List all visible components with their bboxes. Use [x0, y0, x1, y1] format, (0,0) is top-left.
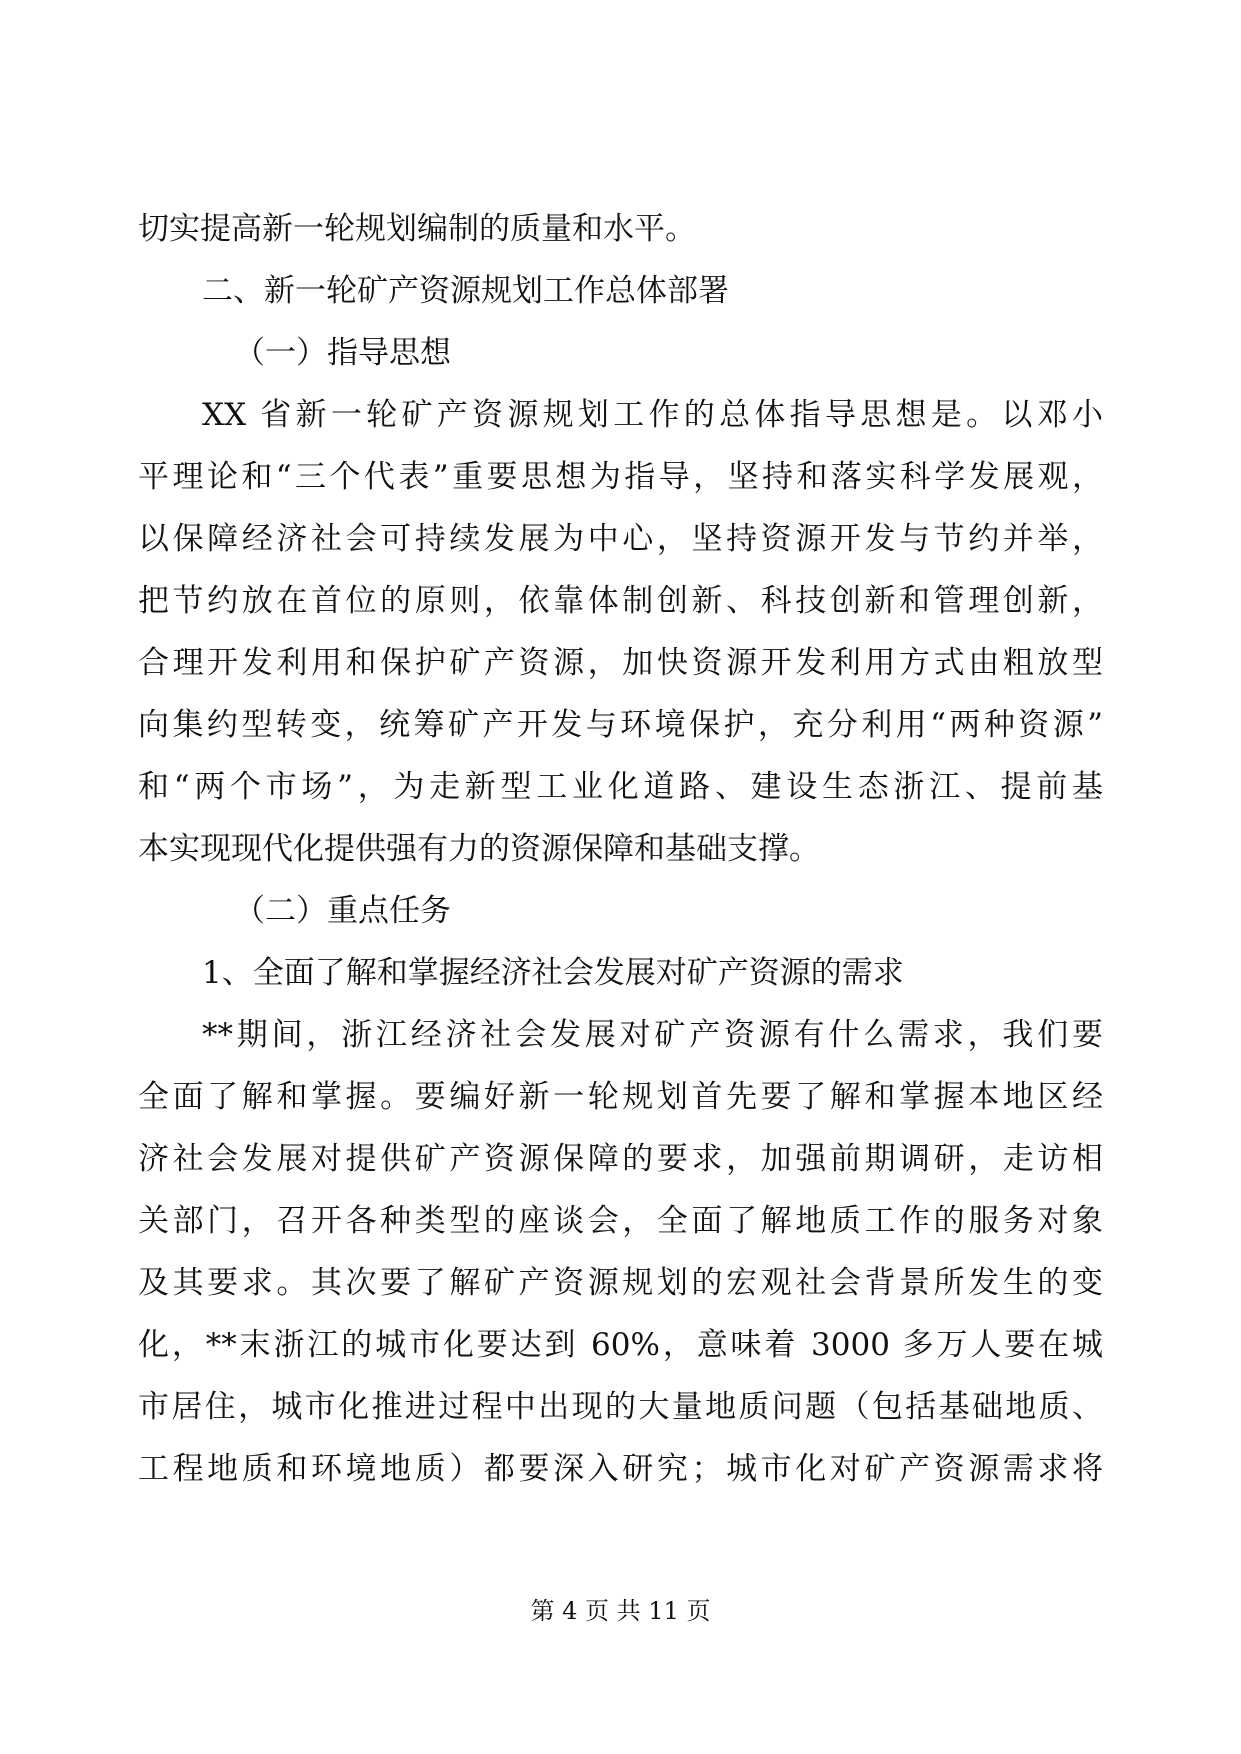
text-line: 把节约放在首位的原则，依靠体制创新、科技创新和管理创新，: [138, 583, 1103, 619]
text-line: 向集约型转变，统筹矿产开发与环境保护，充分利用“两种资源”: [138, 707, 1103, 743]
body-text: [138, 198, 1103, 1500]
text-line: 和“两个市场”，为走新型工业化道路、建设生态浙江、提前基: [138, 769, 1103, 805]
text-line: 全面了解和掌握。要编好新一轮规划首先要了解和掌握本地区经: [138, 1079, 1103, 1115]
text-line: 工程地质和环境地质）都要深入研究；城市化对矿产资源需求将: [138, 1451, 1103, 1487]
text-line: 本实现现代化提供强有力的资源保障和基础支撑。: [138, 831, 820, 867]
text-line: 二、新一轮矿产资源规划工作总体部署: [202, 273, 729, 309]
page-footer: 第 4 页 共 11 页: [530, 1597, 711, 1625]
text-line: XX 省新一轮矿产资源规划工作的总体指导思想是。以邓小: [202, 397, 1103, 433]
text-line: 平理论和“三个代表”重要思想为指导，坚持和落实科学发展观，: [138, 459, 1103, 495]
text-line: 切实提高新一轮规划编制的质量和水平。: [138, 211, 696, 247]
text-line: 合理开发利用和保护矿产资源，加快资源开发利用方式由粗放型: [138, 645, 1103, 681]
text-line: 以保障经济社会可持续发展为中心，坚持资源开发与节约并举，: [138, 521, 1103, 557]
text-line: 及其要求。其次要了解矿产资源规划的宏观社会背景所发生的变: [138, 1265, 1103, 1301]
text-line: 化，**末浙江的城市化要达到 60%，意味着 3000 多万人要在城: [138, 1327, 1103, 1363]
text-line: 济社会发展对提供矿产资源保障的要求，加强前期调研，走访相: [138, 1141, 1103, 1177]
text-line: **期间，浙江经济社会发展对矿产资源有什么需求，我们要: [202, 1017, 1103, 1053]
text-line: 关部门，召开各种类型的座谈会，全面了解地质工作的服务对象: [138, 1203, 1103, 1239]
text-line: （一）指导思想: [234, 335, 451, 371]
text-line: 1、全面了解和掌握经济社会发展对矿产资源的需求: [202, 955, 904, 991]
text-line: （二）重点任务: [234, 893, 451, 929]
text-line: 市居住，城市化推进过程中出现的大量地质问题（包括基础地质、: [138, 1389, 1103, 1425]
